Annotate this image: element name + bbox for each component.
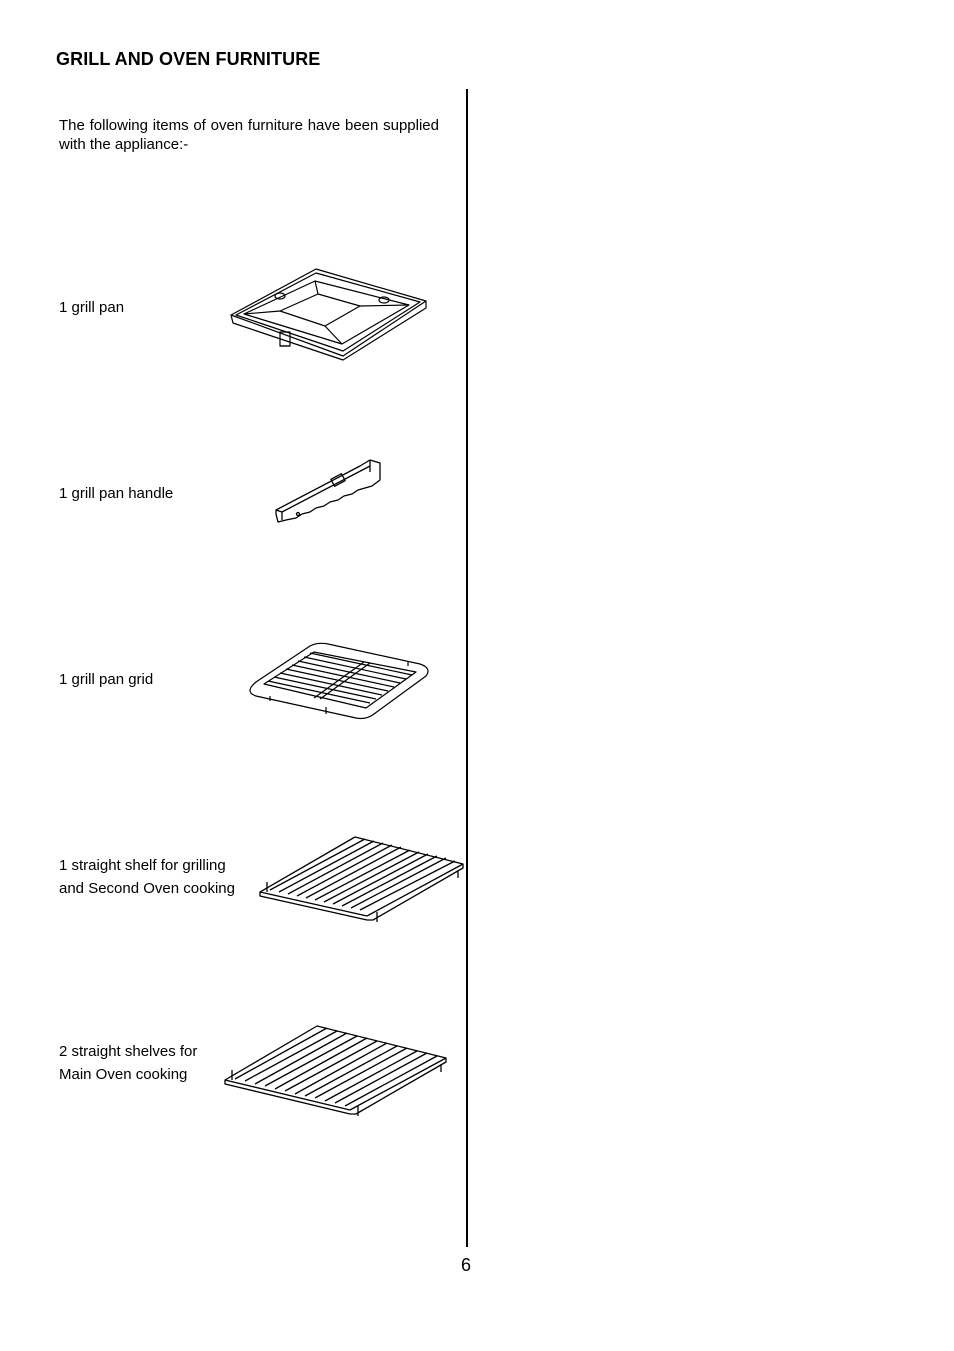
item-label-main-oven-shelves (59, 1040, 197, 1086)
item-label-grill-pan-handle (59, 482, 173, 505)
item-label-line: 1 grill pan (59, 299, 125, 316)
item-label-straight-shelf (59, 854, 235, 900)
item-label-line: 2 straight shelves for (59, 1043, 198, 1060)
item-label-line: 1 grill pan grid (59, 671, 154, 688)
item-label-line: Main Oven cooking (59, 1066, 188, 1083)
item-label-grill-pan (59, 296, 124, 319)
main-oven-shelf-icon (222, 1024, 450, 1118)
grill-pan-handle-icon (272, 456, 384, 526)
item-label-grill-pan-grid (59, 668, 153, 691)
page-number: 6 (461, 1255, 472, 1275)
item-label-line: 1 straight shelf for grilling (59, 857, 226, 874)
straight-shelf-icon (255, 834, 467, 924)
grill-pan-icon (228, 266, 428, 360)
grill-pan-grid-icon (244, 640, 434, 722)
page-title: GRILL AND OVEN FURNITURE (56, 49, 321, 69)
intro-paragraph: The following items of oven furniture have been supplied with the appliance:- (59, 117, 439, 153)
item-label-line: 1 grill pan handle (59, 485, 174, 502)
item-label-line: and Second Oven cooking (59, 880, 235, 897)
column-divider (466, 89, 468, 1247)
